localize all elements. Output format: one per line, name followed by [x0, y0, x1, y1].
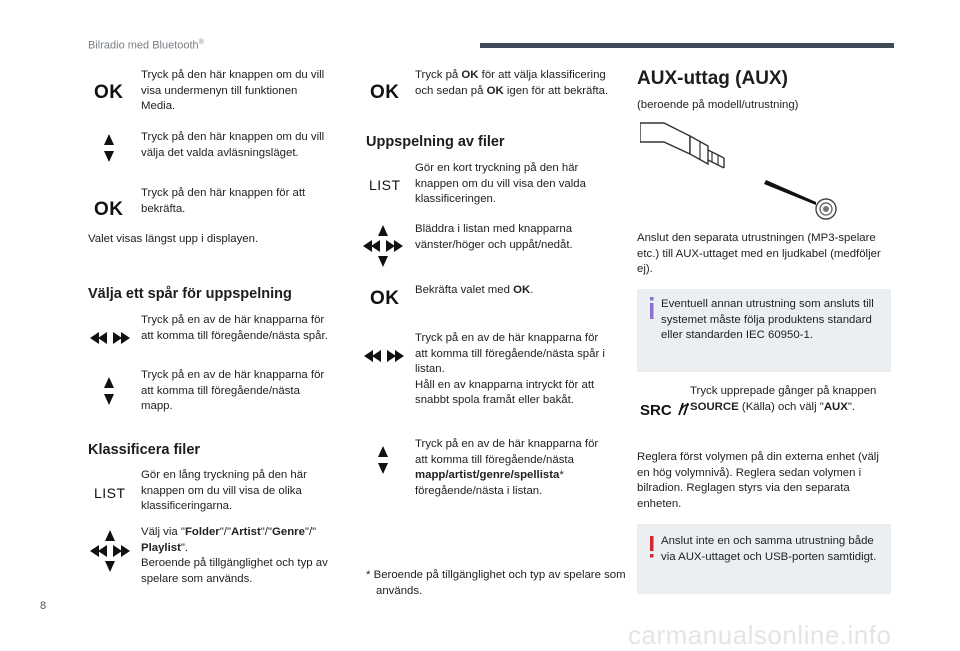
list-key-icon: LIST [369, 177, 401, 193]
aux-text2: Reglera först volymen på din externa enhet (välj en hög volymnivå). Reglera sedan volymen i bilradion. Reglagen styrs via den separata enheten. [637, 451, 879, 510]
list-key-icon: LIST [94, 485, 126, 501]
info-icon [647, 297, 657, 319]
warning-icon [647, 536, 657, 558]
src-key-icon: SRC [640, 402, 690, 420]
arrow-up-icon [104, 134, 114, 145]
aux-src-text: Tryck upprepade gånger på knappen SOURCE (Källa) och välj "AUX". [690, 385, 877, 413]
heading-playlist: Uppspelning av filer [366, 134, 505, 150]
up-down-icon [378, 446, 388, 474]
ok-key-icon: OK [94, 82, 124, 103]
up-down-icon [104, 377, 114, 405]
ok-key-icon: OK [370, 288, 400, 309]
classify-item2: Välj via "Folder"/"Artist"/"Genre"/" Playlist". Beroende på tillgänglighet och typ av spelare som används. [141, 526, 328, 585]
header-bar [480, 43, 894, 48]
classify-item1: Gör en lång tryckning på den här knappen om du vill visa de olika klassificeringarna. [141, 469, 307, 512]
col2-item1: Tryck på OK för att välja klassificering och sedan på OK igen för att bekräfta. [415, 69, 609, 97]
registered-mark: ® [198, 39, 204, 46]
arrow-down-icon [104, 151, 114, 162]
heading-track: Välja ett spår för uppspelning [88, 286, 292, 302]
watermark: carmanualsonline.info [628, 620, 892, 650]
playlist-item3: Bekräfta valet med OK. [415, 284, 534, 296]
track-item2: Tryck på en av de här knapparna för att komma till föregående/nästa mapp. [141, 369, 325, 412]
page-header [88, 39, 204, 52]
footnote: * Beroende på tillgänglighet och typ av spelare som används. [366, 569, 626, 597]
track-item1: Tryck på en av de här knapparna för att komma till föregående/nästa spår. [141, 314, 328, 342]
info-text: Eventuell annan utrustning som ansluts till systemet måste följa produktens standard eller standarden IEC 60950-1. [661, 298, 874, 341]
arrow-down-icon [104, 394, 114, 405]
prev-next-icon [90, 331, 130, 349]
col1-note: Valet visas längst upp i displayen. [88, 233, 259, 245]
playlist-item2: Bläddra i listan med knapparna vänster/höger och uppåt/nedåt. [415, 223, 573, 251]
ok-key-icon: OK [370, 82, 400, 103]
aux-jack-illustration [640, 120, 850, 230]
aux-subtitle: (beroende på modell/utrustning) [637, 99, 799, 111]
col1-item1: Tryck på den här knappen om du vill visa undermenyn till funktionen Media. [141, 69, 325, 112]
up-down-icon [104, 134, 114, 162]
heading-aux: AUX-uttag (AUX) [637, 68, 788, 89]
four-way-icon [90, 530, 130, 577]
playlist-item5: Tryck på en av de här knapparna för att komma till föregående/nästa mapp/artist/genre/spellista* föregående/nästa i listan. [415, 438, 599, 497]
ok-key-icon: OK [94, 199, 124, 220]
warning-text: Anslut inte en och samma utrustning både via AUX-uttaget och USB-porten samtidigt. [661, 535, 877, 563]
header-title: Bilradio med Bluetooth [88, 39, 199, 52]
arrow-up-icon [104, 377, 114, 388]
arrow-down-icon [378, 463, 388, 474]
col1-item3: Tryck på den här knappen för att bekräfta. [141, 187, 306, 215]
four-way-icon [363, 225, 403, 272]
col1-item2: Tryck på den här knappen om du vill välja det valda avläsningsläget. [141, 131, 325, 159]
arrow-up-icon [378, 446, 388, 457]
heading-classify: Klassificera filer [88, 442, 201, 458]
page-number: 8 [40, 600, 47, 612]
aux-text1: Anslut den separata utrustningen (MP3-spelare etc.) till AUX-uttaget med en ljudkabel (medföljer ej). [637, 232, 881, 275]
playlist-item1: Gör en kort tryckning på den här knappen om du vill visa den valda klassificeringen. [415, 162, 586, 205]
playlist-item4: Tryck på en av de här knapparna för att komma till föregående/nästa spår i listan. Håll en av knapparna intryckt för att snabbt spola framåt eller bakåt. [415, 332, 605, 406]
warning-box [637, 524, 891, 594]
prev-next-icon [364, 349, 404, 367]
info-box [637, 289, 891, 372]
